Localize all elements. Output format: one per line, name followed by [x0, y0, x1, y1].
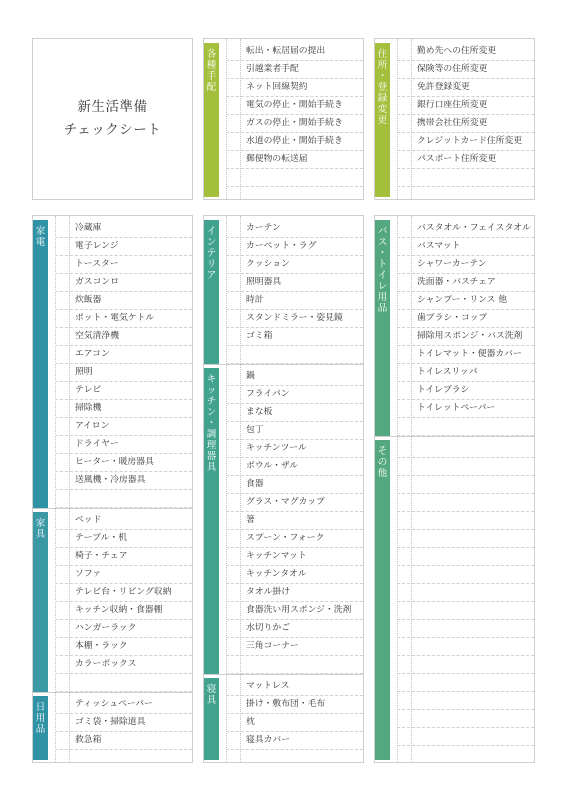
- checklist-item-label: トイレマット・便器カバー: [417, 349, 522, 359]
- checklist-item-label: テレビ: [75, 385, 102, 395]
- checklist-row[interactable]: [397, 602, 534, 620]
- checklist-item-label: ボウル・ザル: [246, 461, 299, 471]
- section-divider: [204, 674, 363, 675]
- checklist-row[interactable]: [397, 494, 534, 512]
- category-label: 住 所 ・ 登 録 変 更: [377, 49, 388, 126]
- checklist-item-label: ハンガーラック: [75, 623, 137, 633]
- checklist-row[interactable]: [55, 656, 192, 674]
- checklist-row[interactable]: [55, 620, 192, 638]
- checklist-row[interactable]: [226, 512, 363, 530]
- category-label-bar: [33, 696, 48, 760]
- category-label: 各 種 手 配: [206, 49, 217, 93]
- checklist-item-label: カーテン: [246, 223, 281, 233]
- checklist-row[interactable]: [55, 382, 192, 400]
- checklist-item-label: キッチンツール: [246, 443, 307, 453]
- checklist-item-label: ドライヤー: [75, 439, 119, 449]
- checklist-row[interactable]: [226, 602, 363, 620]
- category-label-bar: [204, 43, 219, 197]
- checklist-item-label: ヒーター・暖房器具: [75, 457, 154, 467]
- checklist-row[interactable]: [226, 151, 363, 169]
- checklist-item-label: 転出・転居届の提出: [246, 46, 326, 56]
- category-label-bar: [375, 43, 390, 197]
- category-label: キ ッ チ ン ・ 調 理 器 具: [206, 374, 217, 473]
- checklist-item-label: 箸: [246, 515, 255, 525]
- checklist-row[interactable]: [226, 310, 363, 328]
- checklist-item-label: テレビ台・リビング収納: [75, 587, 172, 597]
- category-label: 寝 具: [206, 684, 217, 706]
- checklist-item-label: 免許登録変更: [417, 82, 470, 92]
- checklist-row[interactable]: [226, 133, 363, 151]
- checklist-item-label: スタンドミラー・姿見鏡: [246, 313, 343, 323]
- checklist-row[interactable]: [397, 43, 534, 61]
- checklist-row[interactable]: [55, 490, 192, 508]
- checklist-item-label: 水道の停止・開始手続き: [246, 136, 343, 146]
- checklist-row[interactable]: [55, 346, 192, 364]
- checklist-row[interactable]: [55, 454, 192, 472]
- checklist-item-label: 鍋: [246, 371, 255, 381]
- checklist-item-label: クレジットカード住所変更: [417, 136, 523, 146]
- checklist-row[interactable]: [226, 220, 363, 238]
- checklist-item-label: シャワーカーテン: [417, 259, 487, 269]
- checklist-item-label: クッション: [246, 259, 290, 269]
- checklist-item-label: 包丁: [246, 425, 264, 435]
- checklist-item-label: 照明: [75, 367, 93, 377]
- checklist-row[interactable]: [397, 710, 534, 728]
- checklist-item-label: 救急箱: [75, 735, 102, 745]
- checklist-row[interactable]: [55, 696, 192, 714]
- title-line-2: チェックシート: [63, 122, 162, 138]
- checklist-row[interactable]: [397, 458, 534, 476]
- checklist-item-label: ゴミ袋・掃除道具: [75, 717, 146, 727]
- checklist-item-label: ティッシュペーパー: [75, 699, 153, 709]
- checklist-row[interactable]: [397, 400, 534, 418]
- category-label: そ の 他: [377, 446, 388, 479]
- checklist-row[interactable]: [226, 274, 363, 292]
- checklist-row[interactable]: [226, 61, 363, 79]
- checklist-row[interactable]: [226, 292, 363, 310]
- checklist-row[interactable]: [226, 404, 363, 422]
- checklist-row[interactable]: [397, 476, 534, 494]
- checklist-row[interactable]: [55, 292, 192, 310]
- checklist-item-label: 送風機・冷房器具: [75, 475, 146, 485]
- checklist-row[interactable]: [226, 440, 363, 458]
- checklist-item-label: 椅子・チェア: [75, 551, 128, 561]
- checklist-row[interactable]: [226, 346, 363, 364]
- checklist-item-label: トースター: [75, 259, 119, 269]
- checklist-item-label: キッチンマット: [246, 551, 307, 561]
- checklist-item-label: パスポート住所変更: [417, 154, 497, 164]
- checklist-item-label: ベッド: [75, 515, 102, 525]
- checklist-item-label: 枕: [246, 717, 255, 727]
- category-label: バ ス ・ ト イ レ 用 品: [377, 226, 388, 314]
- checklist-row[interactable]: [226, 494, 363, 512]
- checklist-item-label: キッチンタオル: [246, 569, 307, 579]
- checklist-row[interactable]: [226, 79, 363, 97]
- checklist-item-label: 郵便物の転送届: [246, 154, 308, 164]
- checklist-row[interactable]: [397, 656, 534, 674]
- box-bath-other: [374, 215, 535, 763]
- checklist-item-label: トイレスリッパ: [417, 367, 478, 377]
- checklist-row[interactable]: [55, 566, 192, 584]
- checklist-item-label: グラス・マグカップ: [246, 497, 325, 507]
- checklist-item-label: ソファ: [75, 569, 102, 579]
- checklist-item-label: 電気の停止・開始手続き: [246, 100, 343, 110]
- checklist-row[interactable]: [397, 530, 534, 548]
- checklist-item-label: バスタオル・フェイスタオル: [417, 223, 531, 233]
- checklist-item-label: 掃除用スポンジ・バス洗剤: [417, 331, 523, 341]
- checklist-row[interactable]: [397, 61, 534, 79]
- checklist-row[interactable]: [226, 584, 363, 602]
- checklist-row[interactable]: [55, 238, 192, 256]
- checklist-row[interactable]: [226, 530, 363, 548]
- checklist-row[interactable]: [55, 220, 192, 238]
- checklist-row[interactable]: [55, 638, 192, 656]
- checklist-item-label: 電子レンジ: [75, 241, 119, 251]
- checklist-row[interactable]: [397, 728, 534, 746]
- checklist-item-label: トイレブラシ: [417, 385, 470, 395]
- checklist-row[interactable]: [397, 97, 534, 115]
- checklist-item-label: まな板: [246, 407, 273, 417]
- checklist-row[interactable]: [55, 418, 192, 436]
- title-box: [32, 38, 193, 200]
- checklist-row[interactable]: [397, 620, 534, 638]
- checklist-item-label: エアコン: [75, 349, 110, 359]
- checklist-row[interactable]: [55, 328, 192, 346]
- checklist-row[interactable]: [55, 400, 192, 418]
- checklist-row[interactable]: [226, 732, 363, 750]
- checklist-item-label: トイレットペーパー: [417, 403, 496, 413]
- checklist-row[interactable]: [226, 638, 363, 656]
- checklist-row[interactable]: [55, 584, 192, 602]
- checklist-row[interactable]: [226, 256, 363, 274]
- checklist-item-label: 水切りかご: [246, 623, 290, 633]
- checklist-row[interactable]: [55, 674, 192, 692]
- checklist-item-label: 食器洗い用スポンジ・洗剤: [246, 605, 352, 615]
- checklist-item-label: 歯ブラシ・コップ: [417, 313, 488, 323]
- checklist-row[interactable]: [226, 169, 363, 187]
- checklist-item-label: 勤め先への住所変更: [417, 46, 497, 56]
- checklist-row[interactable]: [226, 696, 363, 714]
- section-divider: [375, 436, 534, 437]
- category-label-bar: [204, 678, 219, 760]
- checklist-item-label: 引越業者手配: [246, 64, 299, 74]
- checklist-item-label: 三角コーナー: [246, 641, 299, 651]
- category-label: 日 用 品: [35, 702, 46, 735]
- checklist-row[interactable]: [55, 602, 192, 620]
- checklist-row[interactable]: [226, 422, 363, 440]
- checklist-row[interactable]: [397, 382, 534, 400]
- checklist-row[interactable]: [226, 97, 363, 115]
- checklist-row[interactable]: [55, 714, 192, 732]
- checklist-item-label: 保険等の住所変更: [417, 64, 488, 74]
- checklist-item-label: スプーン・フォーク: [246, 533, 325, 543]
- checklist-row[interactable]: [397, 151, 534, 169]
- checklist-row[interactable]: [397, 328, 534, 346]
- category-label: 家 電: [35, 226, 46, 248]
- category-label-bar: [33, 512, 48, 692]
- checklist-row[interactable]: [55, 732, 192, 750]
- checklist-row[interactable]: [397, 133, 534, 151]
- checklist-row[interactable]: [397, 220, 534, 238]
- checklist-item-label: アイロン: [75, 421, 110, 431]
- checklist-row[interactable]: [226, 115, 363, 133]
- checklist-row[interactable]: [397, 115, 534, 133]
- box-procedures: [203, 38, 364, 200]
- checklist-row[interactable]: [226, 476, 363, 494]
- checklist-row[interactable]: [397, 512, 534, 530]
- checklist-row[interactable]: [397, 548, 534, 566]
- checklist-item-label: ゴミ箱: [246, 331, 273, 341]
- checklist-row[interactable]: [226, 368, 363, 386]
- category-label-bar: [375, 220, 390, 436]
- checklist-item-label: キッチン収納・食器棚: [75, 605, 163, 615]
- box-interior-kitchen-bedding: [203, 215, 364, 763]
- checklist-row[interactable]: [397, 364, 534, 382]
- checklist-item-label: 炊飯器: [75, 295, 102, 305]
- checklist-row[interactable]: [397, 566, 534, 584]
- checklist-item-label: マットレス: [246, 681, 290, 691]
- checklist-row[interactable]: [226, 386, 363, 404]
- checklist-row[interactable]: [55, 436, 192, 454]
- box-appliances-furniture-daily: [32, 215, 193, 763]
- section-divider: [33, 692, 192, 693]
- checklist-item-label: 時計: [246, 295, 264, 305]
- checklist-item-label: タオル掛け: [246, 587, 290, 597]
- checklist-item-label: 寝具カバー: [246, 735, 290, 745]
- checklist-item-label: カーペット・ラグ: [246, 241, 317, 251]
- checklist-item-label: 掛け・敷布団・毛布: [246, 699, 326, 709]
- checklist-row[interactable]: [397, 79, 534, 97]
- checklist-item-label: テーブル・机: [75, 533, 127, 543]
- checklist-row[interactable]: [397, 440, 534, 458]
- checklist-row[interactable]: [226, 458, 363, 476]
- title-line-1: 新生活準備: [77, 99, 148, 115]
- checklist-row[interactable]: [55, 256, 192, 274]
- category-label: イ ン テ リ ア: [206, 226, 217, 281]
- checklist-row[interactable]: [226, 548, 363, 566]
- checklist-row[interactable]: [55, 548, 192, 566]
- checklist-row[interactable]: [226, 328, 363, 346]
- checklist-item-label: 本棚・ラック: [75, 641, 128, 651]
- checklist-item-label: ガスの停止・開始手続き: [246, 118, 343, 128]
- checklist-item-label: 洗面器・バスチェア: [417, 277, 496, 287]
- checklist-item-label: 冷蔵庫: [75, 223, 102, 233]
- checklist-item-label: 照明器具: [246, 277, 282, 287]
- checklist-row[interactable]: [55, 364, 192, 382]
- checklist-row[interactable]: [55, 530, 192, 548]
- checklist-row[interactable]: [55, 512, 192, 530]
- checklist-row[interactable]: [226, 238, 363, 256]
- checklist-row[interactable]: [55, 274, 192, 292]
- checklist-row[interactable]: [397, 292, 534, 310]
- box-address: [374, 38, 535, 200]
- checklist-row[interactable]: [397, 674, 534, 692]
- section-divider: [33, 508, 192, 509]
- checklist-item-label: 掃除機: [75, 403, 102, 413]
- checklist-row[interactable]: [397, 346, 534, 364]
- checklist-row[interactable]: [226, 714, 363, 732]
- checklist-row[interactable]: [226, 678, 363, 696]
- checklist-row[interactable]: [226, 43, 363, 61]
- checklist-row[interactable]: [55, 472, 192, 490]
- checklist-row[interactable]: [226, 656, 363, 674]
- checklist-item-label: フライパン: [246, 389, 290, 399]
- checklist-row[interactable]: [397, 638, 534, 656]
- checklist-row[interactable]: [397, 418, 534, 436]
- checklist-item-label: 携帯会社住所変更: [417, 118, 488, 128]
- checklist-row[interactable]: [397, 310, 534, 328]
- checklist-item-label: バスマット: [417, 241, 461, 251]
- checklist-row[interactable]: [55, 310, 192, 328]
- category-label-bar: [33, 220, 48, 508]
- checklist-row[interactable]: [397, 256, 534, 274]
- checklist-item-label: ネット回線契約: [246, 82, 308, 92]
- checklist-row[interactable]: [397, 692, 534, 710]
- checklist-row[interactable]: [226, 566, 363, 584]
- checklist-item-label: 空気清浄機: [75, 331, 119, 341]
- category-label-bar: [204, 220, 219, 364]
- checklist-row[interactable]: [397, 169, 534, 187]
- category-label-bar: [204, 368, 219, 674]
- checklist-row[interactable]: [397, 238, 534, 256]
- checklist-row[interactable]: [397, 584, 534, 602]
- category-label: 家 具: [35, 518, 46, 540]
- checklist-row[interactable]: [397, 274, 534, 292]
- checklist-row[interactable]: [226, 620, 363, 638]
- section-divider: [204, 364, 363, 365]
- checklist-item-label: 食器: [246, 479, 264, 489]
- checklist-item-label: シャンプー・リンス 他: [417, 295, 508, 305]
- checklist-item-label: ガスコンロ: [75, 277, 119, 287]
- checklist-item-label: 銀行口座住所変更: [417, 100, 488, 110]
- checklist-item-label: ポット・電気ケトル: [75, 313, 155, 323]
- category-label-bar: [375, 440, 390, 760]
- checklist-item-label: カラーボックス: [75, 659, 137, 669]
